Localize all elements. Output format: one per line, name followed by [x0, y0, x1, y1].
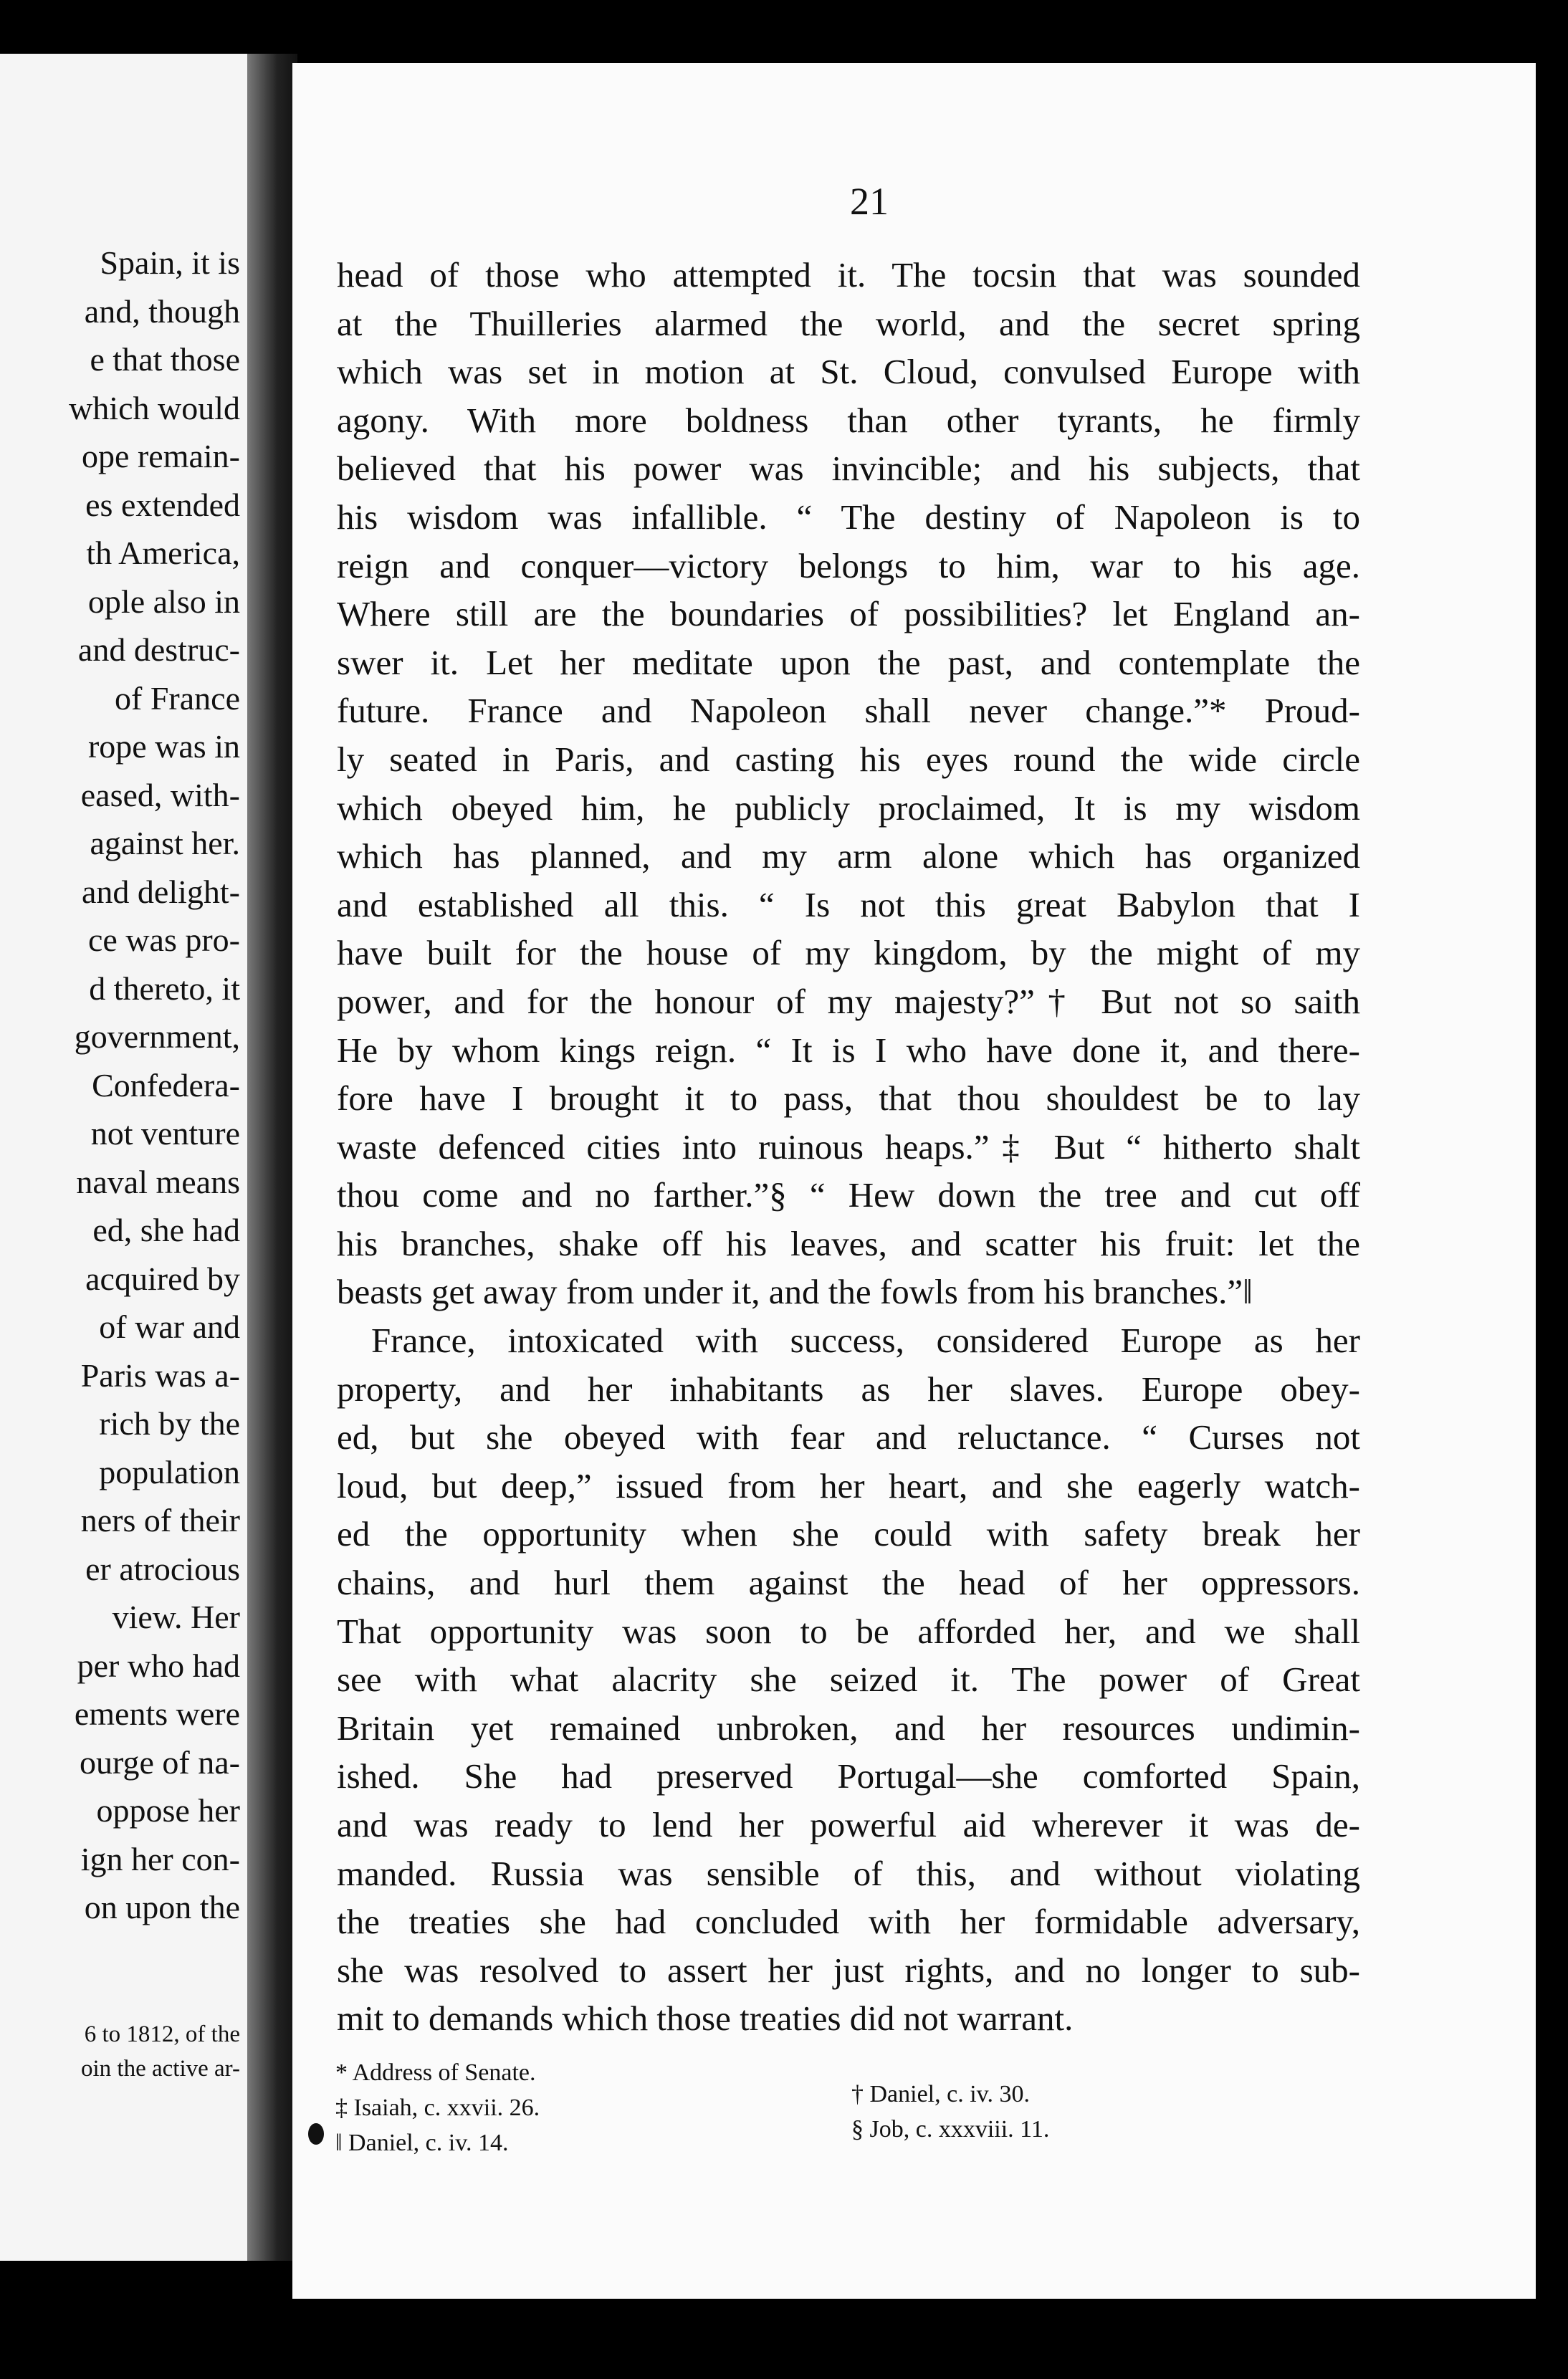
text-line: and was ready to lend her powerful aid wherever it was de- [337, 1805, 1360, 1844]
text-line: at the Thuilleries alarmed the world, and the secret spring [337, 303, 1360, 343]
left-page-line: acquired by [85, 1260, 240, 1297]
left-page-line: and destruc- [77, 631, 240, 668]
text-line: and established all this. “ Is not this great Babylon that I [337, 884, 1360, 924]
footnotes-left [335, 2055, 540, 2160]
left-page-line: naval means [76, 1163, 240, 1200]
left-page-footnotes [0, 2017, 240, 2086]
footnote: ‖ Daniel, c. iv. 14. [335, 2130, 509, 2156]
left-page-line: Confedera- [92, 1066, 240, 1104]
left-page-line: rich by the [99, 1405, 240, 1442]
text-line: ished. She had preserved Portugal—she comforted Spain, [337, 1756, 1360, 1796]
text-line: mit to demands which those treaties did not warrant. [337, 1999, 1074, 2039]
footnote: † Daniel, c. iv. 30. [851, 2081, 1030, 2107]
left-page-line: e that those [90, 341, 240, 378]
left-page-line: against her. [90, 825, 240, 861]
text-line: see with what alacrity she seized it. The power of Great [337, 1660, 1360, 1700]
text-line: beasts get away from under it, and the fowls from his branches.”‖ [337, 1272, 1253, 1312]
left-page-line: population [99, 1453, 240, 1490]
left-page-line: ign her con- [80, 1840, 240, 1877]
left-page-text [0, 239, 240, 1932]
text-line: which has planned, and my arm alone which has organized [337, 836, 1360, 876]
ink-blot [308, 2123, 324, 2145]
text-line: He by whom kings reign. “ It is I who have done it, and there- [337, 1030, 1360, 1070]
text-line: she was resolved to assert her just rights, and no longer to sub- [337, 1950, 1360, 1990]
text-line: swer it. Let her meditate upon the past, and contemplate the [337, 642, 1360, 682]
text-line: head of those who attempted it. The tocsin that was sounded [337, 255, 1360, 295]
text-line: the treaties she had concluded with her formidable adversary, [337, 1902, 1360, 1942]
left-page-line: er atrocious [85, 1550, 240, 1587]
text-line: ly seated in Paris, and casting his eyes round the wide circle [337, 739, 1360, 779]
text-line: ed, but she obeyed with fear and reluctance. “ Curses not [337, 1417, 1360, 1457]
text-line: have built for the house of my kingdom, by the might of my [337, 933, 1360, 973]
text-line: future. France and Napoleon shall never change.”* Proud- [337, 691, 1360, 731]
left-page-footnote: oin the active ar- [81, 2056, 240, 2082]
page-number: 21 [850, 180, 889, 223]
left-page-line: eased, with- [80, 776, 240, 813]
text-line: believed that his power was invincible; and his subjects, that [337, 449, 1360, 489]
left-page-line: ourge of na- [80, 1743, 240, 1781]
text-line: loud, but deep,” issued from her heart, and she eagerly watch- [337, 1465, 1360, 1506]
text-line: his wisdom was infallible. “ The destiny of Napoleon is to [337, 497, 1360, 537]
book-gutter [247, 54, 297, 2261]
footnote: ‡ Isaiah, c. xxvii. 26. [335, 2095, 540, 2121]
text-line: chains, and hurl them against the head of her oppressors. [337, 1563, 1360, 1603]
text-line: property, and her inhabitants as her slaves. Europe obey- [337, 1369, 1360, 1409]
left-page-line: ople also in [87, 583, 240, 620]
text-line: waste defenced cities into ruinous heaps.”‡ But “ hitherto shalt [337, 1126, 1360, 1167]
text-line: which was set in motion at St. Cloud, convulsed Europe with [337, 352, 1360, 392]
text-line: France, intoxicated with success, considered Europe as her [371, 1321, 1360, 1361]
footnote: * Address of Senate. [335, 2059, 536, 2086]
left-page-line: rope was in [87, 728, 240, 765]
text-line: reign and conquer—victory belongs to him, war to his age. [337, 545, 1360, 585]
text-line: ed the opportunity when she could with safety break her [337, 1514, 1360, 1554]
footnote: § Job, c. xxxviii. 11. [851, 2116, 1050, 2143]
text-line: That opportunity was soon to be afforded her, and we shall [337, 1611, 1360, 1651]
left-page-line: es extended [85, 486, 240, 523]
right-page [292, 63, 1536, 2299]
left-page-line: th America, [86, 535, 240, 571]
left-page [0, 54, 247, 2261]
left-page-line: of France [115, 679, 240, 717]
body-text [337, 251, 1360, 2043]
footnotes-right [851, 2077, 1049, 2147]
left-page-line: of war and [99, 1308, 240, 1345]
left-page-line: government, [74, 1018, 240, 1055]
left-page-line: and delight- [82, 873, 240, 910]
left-page-line: Paris was a- [80, 1356, 240, 1394]
left-page-line: ce was pro- [87, 922, 240, 958]
left-page-line: view. Her [112, 1599, 240, 1635]
text-line: manded. Russia was sensible of this, and without violating [337, 1853, 1360, 1893]
left-page-line: ements were [74, 1695, 240, 1732]
left-page-line: Spain, it is [100, 244, 240, 281]
left-page-line: and, though [84, 292, 240, 330]
text-line: agony. With more boldness than other tyrants, he firmly [337, 400, 1360, 440]
left-page-line: ope remain- [82, 438, 240, 474]
text-line: power, and for the honour of my majesty?”† But not so saith [337, 981, 1360, 1021]
text-line: Britain yet remained unbroken, and her resources undimin- [337, 1708, 1360, 1748]
left-page-line: which would [69, 389, 240, 426]
text-line: Where still are the boundaries of possibilities? let England an- [337, 594, 1360, 634]
left-page-line: d thereto, it [89, 970, 240, 1007]
left-page-line: ners of their [80, 1502, 240, 1538]
text-line: fore have I brought it to pass, that thou shouldest be to lay [337, 1078, 1360, 1119]
left-page-footnote: 6 to 1812, of the [84, 2021, 240, 2047]
left-page-line: per who had [77, 1647, 240, 1684]
left-page-line: on upon the [84, 1889, 240, 1925]
text-line: which obeyed him, he publicly proclaimed, It is my wisdom [337, 788, 1360, 828]
text-line: thou come and no farther.”§ “ Hew down the tree and cut off [337, 1175, 1360, 1215]
left-page-line: not venture [90, 1115, 240, 1152]
text-line: his branches, shake off his leaves, and scatter his fruit: let the [337, 1223, 1360, 1263]
left-page-line: oppose her [96, 1792, 240, 1829]
left-page-line: ed, she had [92, 1212, 240, 1248]
